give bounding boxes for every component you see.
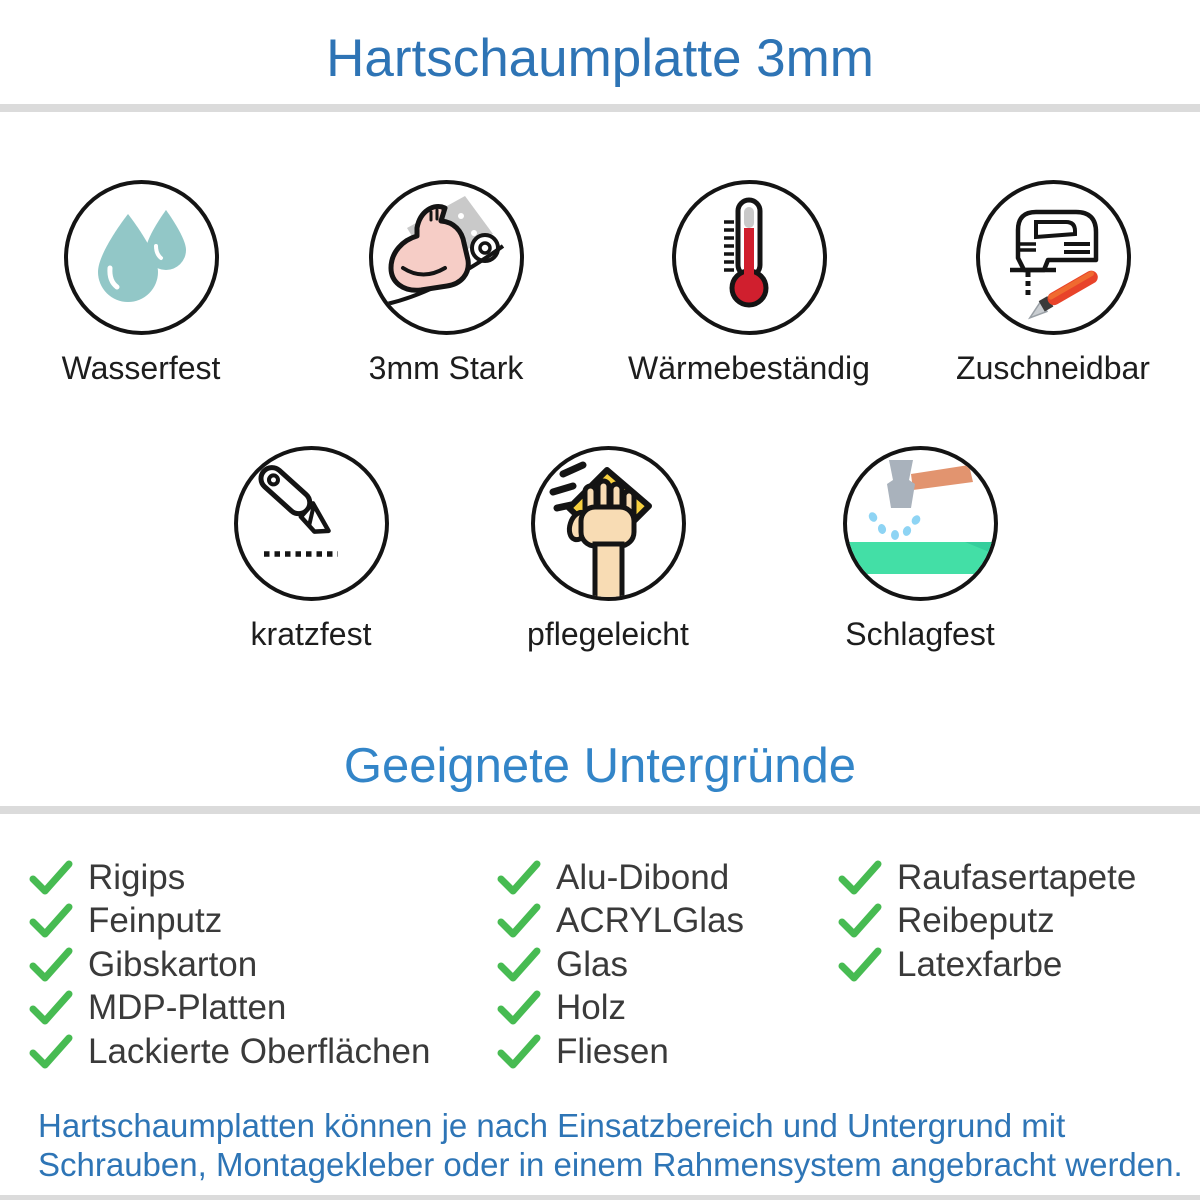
substrate-item bbox=[496, 1030, 744, 1074]
substrate-column-3 bbox=[837, 856, 1136, 987]
water-drops-icon bbox=[64, 180, 219, 335]
check-icon bbox=[496, 1034, 542, 1070]
feature-wasserfest bbox=[0, 180, 296, 387]
check-icon bbox=[28, 1034, 74, 1070]
feature-label: Wasserfest bbox=[61, 350, 221, 386]
mounting-note bbox=[38, 1106, 1183, 1184]
substrate-label: MDP-Platten bbox=[88, 988, 287, 1028]
feature-waermebestaendig bbox=[594, 180, 904, 387]
substrate-label: Alu-Dibond bbox=[556, 857, 730, 897]
substrate-item bbox=[496, 856, 744, 900]
check-icon bbox=[28, 947, 74, 983]
check-icon bbox=[28, 860, 74, 896]
mounting-note-line-1: Hartschaumplatten können je nach Einsatzbereich und Untergrund mit bbox=[38, 1107, 1066, 1144]
feature-label: Zuschneidbar bbox=[956, 350, 1150, 386]
substrate-item bbox=[837, 900, 1136, 944]
substrate-item bbox=[496, 900, 744, 944]
check-icon bbox=[837, 860, 883, 896]
feature-zuschneidbar bbox=[898, 180, 1200, 387]
substrate-item bbox=[28, 943, 430, 987]
substrate-column-1 bbox=[28, 856, 430, 1074]
check-icon bbox=[496, 990, 542, 1026]
feature-pflegeleicht bbox=[453, 446, 763, 653]
feature-label: kratzfest bbox=[250, 616, 372, 652]
thermometer-icon bbox=[672, 180, 827, 335]
mounting-note-line-2: Schrauben, Montagekleber oder in einem Rahmensystem angebracht werden. bbox=[38, 1146, 1183, 1183]
substrate-label: Fliesen bbox=[556, 1031, 669, 1071]
check-icon bbox=[496, 947, 542, 983]
substrate-item bbox=[28, 987, 430, 1031]
hammer-icon bbox=[843, 446, 998, 601]
substrate-label: Rigips bbox=[88, 857, 186, 897]
feature-3mm-stark bbox=[291, 180, 601, 387]
feature-label: Schlagfest bbox=[845, 616, 995, 652]
substrate-label: Glas bbox=[556, 944, 628, 984]
check-icon bbox=[496, 860, 542, 896]
jigsaw-icon bbox=[976, 180, 1131, 335]
substrate-item bbox=[837, 943, 1136, 987]
check-icon bbox=[28, 903, 74, 939]
section-title-untergruende: Geeignete Untergründe bbox=[343, 739, 857, 793]
substrate-label: Lackierte Oberflächen bbox=[88, 1031, 431, 1071]
section-divider-top bbox=[0, 104, 1200, 112]
substrate-item bbox=[837, 856, 1136, 900]
substrate-label: Reibeputz bbox=[897, 901, 1055, 941]
feature-label: 3mm Stark bbox=[368, 350, 524, 386]
feature-kratzfest bbox=[156, 446, 466, 653]
substrate-item bbox=[28, 1030, 430, 1074]
section-divider-middle bbox=[0, 806, 1200, 814]
substrate-item bbox=[28, 856, 430, 900]
check-icon bbox=[837, 947, 883, 983]
substrate-item bbox=[496, 987, 744, 1031]
feature-schlagfest bbox=[765, 446, 1075, 653]
substrate-label: Raufasertapete bbox=[897, 857, 1137, 897]
substrate-label: Holz bbox=[556, 988, 627, 1028]
feature-label: Wärmebeständig bbox=[628, 350, 870, 386]
substrate-item bbox=[496, 943, 744, 987]
substrate-column-2 bbox=[496, 856, 744, 1074]
check-icon bbox=[28, 990, 74, 1026]
substrate-label: Feinputz bbox=[88, 901, 223, 941]
check-icon bbox=[496, 903, 542, 939]
cutter-knife-icon bbox=[234, 446, 389, 601]
check-icon bbox=[837, 903, 883, 939]
substrate-label: Latexfarbe bbox=[897, 944, 1063, 984]
section-divider-bottom bbox=[0, 1195, 1200, 1200]
page-title: Hartschaumplatte 3mm bbox=[326, 29, 874, 88]
feature-label: pflegeleicht bbox=[527, 616, 689, 652]
substrate-item bbox=[28, 900, 430, 944]
wiping-hand-icon bbox=[531, 446, 686, 601]
muscle-arm-icon bbox=[369, 180, 524, 335]
substrate-label: ACRYLGlas bbox=[556, 901, 745, 941]
substrate-label: Gibskarton bbox=[88, 944, 258, 984]
